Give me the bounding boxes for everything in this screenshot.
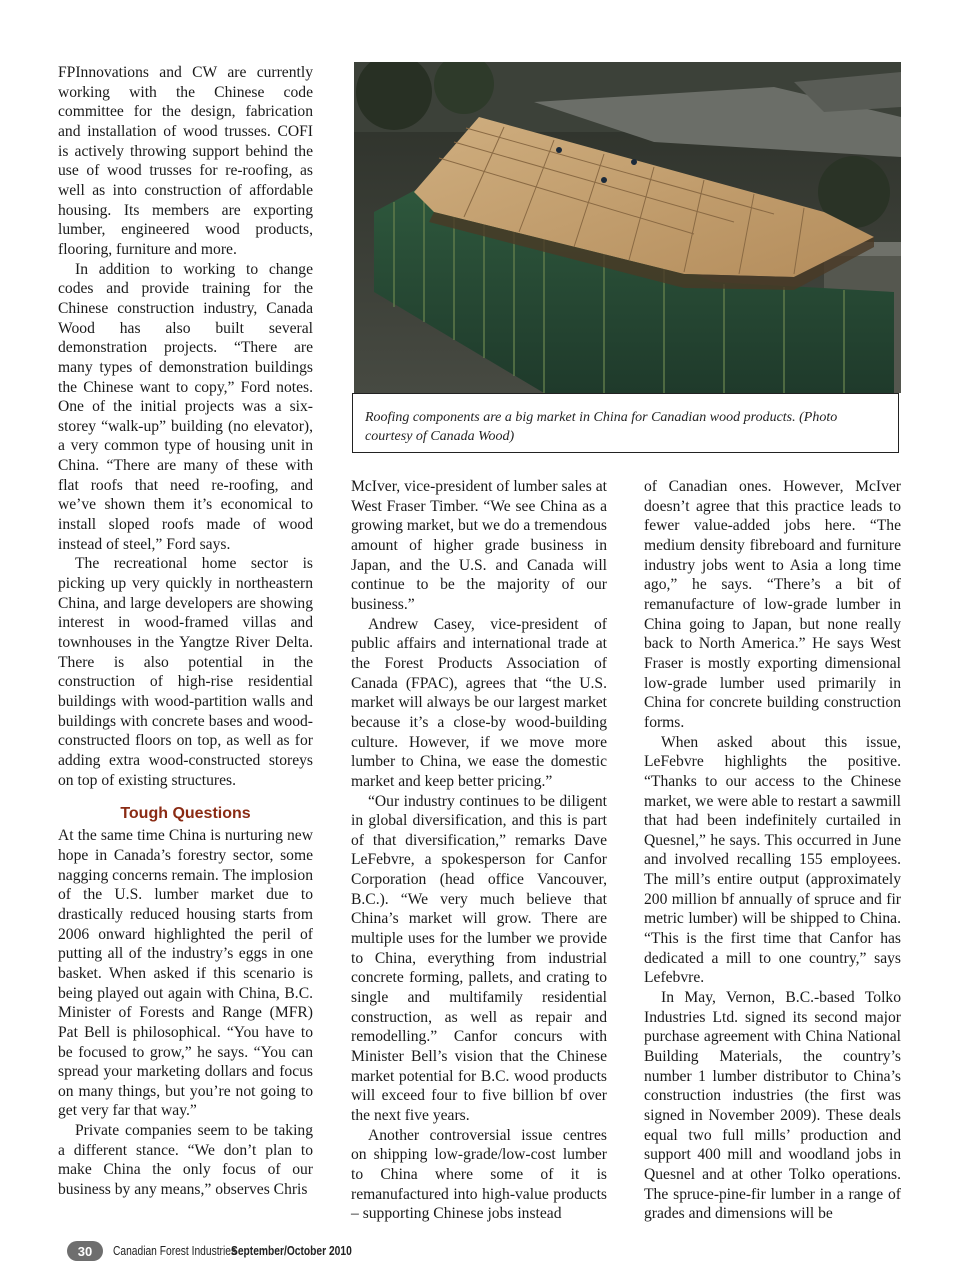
publication-name: Canadian Forest Industries (113, 1244, 237, 1258)
paragraph: “Our industry continues to be diligent in global diversification, and this is part of that diversification,” remarks Dave LeFebvre, a spokesperson for Canfor Corporation (head office Vancouver, B.C.). “We very much believe that China’s market will grow. There are multiple uses for the lumber we provide to China, everything from industrial concrete forming, pallets, and crating to single and multifamily residential construction, as well as repair and remodelling.” Canfor concurs with Minister Bell’s vision that the Chinese market potential for B.C. wood products will exceed four to five billion bf over the next five years. (351, 792, 607, 1124)
paragraph: Another controversial issue centres on shipping low-grade/low-cost lumber to China where some of it is remanufactured into high-value products – supporting Chinese jobs instead (351, 1126, 607, 1223)
paragraph: FPInnovations and CW are currently working with the Chinese code committee for the design, fabrication and installation of wood trusses. COFI is actively throwing support behind the use of wood trusses for re-roofing, as well as into construction of affordable housing. Its members are exporting lumber, engineered wood products, flooring, furniture and more. (58, 64, 313, 258)
paragraph: At the same time China is nurturing new hope in Canada’s forestry sector, some nagging concerns remain. The implosion of the U.S. lumber market due to drastically reduced housing starts from 2006 onward highlighted the peril of putting all of the industry’s eggs in one basket. When asked if this scenario is being played out again with China, B.C. Minister of Forests and Range (MFR) Pat Bell is philosophical. “You have to be focused to grow,” he says. “You can spread your marketing dollars and focus on many things, but you’re not going to get very far that way.” (58, 827, 313, 1120)
section-subhead: Tough Questions (120, 805, 251, 823)
article-column-2 (351, 477, 607, 1224)
page-footer (67, 1240, 378, 1262)
article-column-1 (58, 63, 313, 1200)
issue-date: September/October 2010 (231, 1244, 352, 1258)
roof-construction-photo (354, 62, 901, 393)
paragraph: McIver, vice-president of lumber sales at West Fraser Timber. “We see China as a growing market, but we do a tremendous amount of higher grade business in Japan, and the U.S. and Canada will continue to be the majority of our business.” (351, 478, 607, 613)
paragraph: Andrew Casey, vice-president of public affairs and international trade at the Forest Products Association of Canada (FPAC), agrees that “the U.S. market will always be our largest market because it’s a close-by wood-building culture. However, if we move more lumber to China, we ease the domestic market and keep better pricing.” (351, 615, 607, 790)
photo-caption: Roofing components are a big market in China for Canadian wood products. (Photo courtesy of Canada Wood) (352, 393, 899, 453)
paragraph: The recreational home sector is picking up very quickly in northeastern China, and large developers are showing interest in wood-framed villas and townhouses in the Yangtze River Delta. There is also potential in the construction of high-rise residential buildings with wood-partition walls and buildings with concrete bases and wood-constructed floors on top, as well as for adding extra wood-constructed storeys on top of existing structures. (58, 555, 313, 789)
paragraph: In addition to working to change codes and provide training for the Chinese construction industry, Canada Wood has also built several demonstration projects. “There are many types of demonstration buildings the Chinese want to copy,” Ford notes. One of the initial projects was a six-storey “walk-up” building (no elevator), a very common type of housing unit in China. “There are many of these with flat roofs that need re-roofing, and we’ve shown them it’s economical to install sloped roofs made of wood instead of steel,” Ford says. (58, 260, 313, 553)
article-column-3 (644, 477, 901, 1224)
paragraph: Private companies seem to be taking a different stance. “We don’t plan to make China the only focus of our business by any means,” observes Chris (58, 1122, 313, 1199)
page-number: 30 (67, 1241, 103, 1261)
paragraph: In May, Vernon, B.C.-based Tolko Industries Ltd. signed its second major purchase agreement with China National Building Materials, the country’s number 1 lumber distributor to China’s construction industries (the first was signed in November 2009). These deals equal two full mills’ production and support 400 mill and woodland jobs in Quesnel and at other Tolko operations. The spruce-pine-fir lumber in a range of grades and dimensions will be (644, 989, 901, 1223)
paragraph: of Canadian ones. However, McIver doesn’t agree that this practice leads to fewer value-added jobs here. “The medium density fibreboard and furniture industry jobs went to Asia a long time ago,” he says. “There’s a bit of remanufacture of low-grade lumber in China going to Japan, but none really back to North America.” He says West Fraser is mostly exporting dimensional low-grade lumber used primarily in China for concrete building construction forms. (644, 478, 901, 731)
paragraph: When asked about this issue, LeFebvre highlights the positive. “Thanks to our access to the Chinese market, we were able to restart a sawmill that had been indefinitely curtailed in Quesnel,” he says. This occurred in June and involved recalling 155 employees. The mill’s entire output (approximately 200 million bf annually of spruce and fir metric lumber) will be shipped to China. “This is the first time that Canfor has dedicated a mill to one country,” says Lefebvre. (644, 733, 901, 987)
